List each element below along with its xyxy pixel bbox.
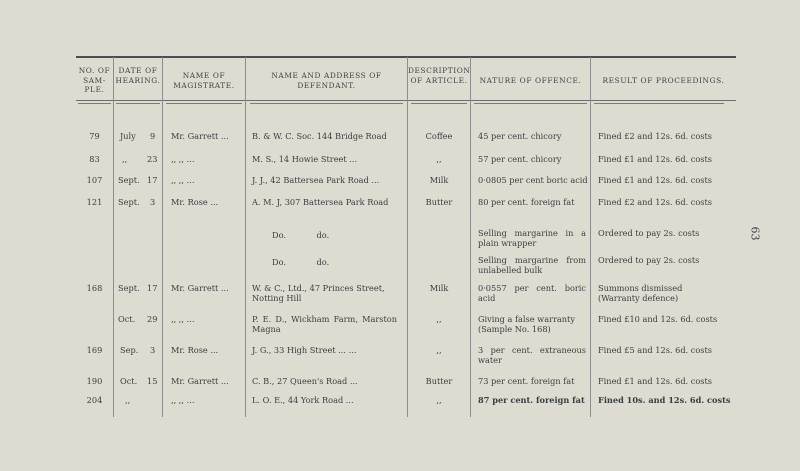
defendant: B. & W. C. Soc. 144 Bridge Road <box>252 131 387 141</box>
hearing-day: 15 <box>147 376 158 386</box>
hearing-month: ,, <box>125 395 131 405</box>
offence: 57 per cent. chicory <box>478 154 562 164</box>
sample-no: 121 <box>86 197 103 207</box>
header-underline <box>411 103 467 104</box>
header-underline <box>78 103 111 104</box>
defendant: P. E. D., Wickham Farm, Marston Magna <box>252 314 397 334</box>
result: Fined £1 and 12s. 6d. costs <box>598 376 712 386</box>
hearing-day: 23 <box>147 154 158 164</box>
hearing-month: Sep. <box>120 345 139 355</box>
defendant: C. B., 27 Queen's Road ... <box>252 376 358 386</box>
header-rule <box>76 100 736 101</box>
header-article: DESCRIPTION OF ARTICLE. <box>408 66 471 85</box>
result: Fined £10 and 12s. 6d. costs <box>598 314 718 324</box>
column-separator <box>407 57 408 417</box>
magistrate: Mr. Rose ... <box>171 345 219 355</box>
hearing-month: Sept. <box>118 283 140 293</box>
defendant: M. S., 14 Howie Street ... <box>252 154 358 164</box>
sample-no: 169 <box>86 345 103 355</box>
magistrate: ,, ,, ... <box>171 175 195 185</box>
result: Fined 10s. and 12s. 6d. costs <box>598 395 731 405</box>
article: Milk <box>429 283 449 293</box>
article: Butter <box>425 376 453 386</box>
magistrate: ,, ,, ... <box>171 154 195 164</box>
sample-no: 83 <box>89 154 100 164</box>
offence: Giving a false warranty (Sample No. 168) <box>478 314 575 334</box>
column-separator <box>113 57 114 417</box>
offence: Selling margarine from unlabelled bulk <box>478 255 586 275</box>
result: Summons dismissed (Warranty defence) <box>598 283 683 303</box>
result: Fined £2 and 12s. 6d. costs <box>598 131 712 141</box>
defendant: A. M. J, 307 Battersea Park Road <box>252 197 389 207</box>
hearing-day: 17 <box>147 175 158 185</box>
offence: 73 per cent. foreign fat <box>478 376 575 386</box>
hearing-day: 29 <box>147 314 158 324</box>
hearing-day: 17 <box>147 283 158 293</box>
magistrate: Mr. Rose ... <box>171 197 219 207</box>
magistrate: Mr. Garrett ... <box>171 283 229 293</box>
defendant: W. & C., Ltd., 47 Princes Street, Notting Hill <box>252 283 385 303</box>
offence: 0·0557 per cent. boric acid <box>478 283 586 303</box>
magistrate: ,, ,, ... <box>171 314 195 324</box>
defendant: L. O. E., 44 York Road ... <box>252 395 354 405</box>
article: Coffee <box>425 131 453 141</box>
defendant: Do. do. <box>272 230 330 240</box>
hearing-month: Oct. <box>120 376 138 386</box>
header-underline <box>166 103 242 104</box>
header-magistrate: NAME OF MAGISTRATE. <box>173 71 235 90</box>
offence: 87 per cent. foreign fat <box>478 395 585 405</box>
magistrate: Mr. Garrett ... <box>171 131 229 141</box>
top-rule <box>76 56 736 58</box>
result: Ordered to pay 2s. costs <box>598 255 700 265</box>
column-separator <box>245 57 246 417</box>
header-sample-no: NO. OF SAM-PLE. <box>78 66 111 94</box>
hearing-day: 3 <box>150 345 156 355</box>
hearing-month: July <box>120 131 136 141</box>
hearing-month: Sept. <box>118 197 140 207</box>
magistrate: ,, ,, ... <box>171 395 195 405</box>
offence: Selling margarine in a plain wrapper <box>478 228 586 248</box>
sample-no: 107 <box>86 175 103 185</box>
defendant: Do. do. <box>272 257 330 267</box>
magistrate: Mr. Garrett ... <box>171 376 229 386</box>
result: Fined £1 and 12s. 6d. costs <box>598 154 712 164</box>
article: Butter <box>425 197 453 207</box>
hearing-month: Sept. <box>118 175 140 185</box>
header-offence: NATURE OF OFFENCE. <box>479 76 582 85</box>
hearing-day: 9 <box>150 131 156 141</box>
defendant: J. G., 33 High Street ... ... <box>252 345 357 355</box>
article: ,, <box>436 395 442 405</box>
sample-no: 204 <box>86 395 103 405</box>
sample-no: 168 <box>86 283 103 293</box>
offence: 80 per cent. foreign fat <box>478 197 575 207</box>
hearing-month: Oct. <box>118 314 136 324</box>
column-separator <box>470 57 471 417</box>
defendant: J. J., 42 Battersea Park Road ... <box>252 175 380 185</box>
article: ,, <box>436 314 442 324</box>
header-defendant: NAME AND ADDRESS OF DEFENDANT. <box>271 71 382 90</box>
offence: 0·0805 per cent boric acid <box>478 175 588 185</box>
sample-no: 190 <box>86 376 103 386</box>
article: Milk <box>429 175 449 185</box>
hearing-day: 3 <box>150 197 156 207</box>
header-underline <box>474 103 587 104</box>
offence: 45 per cent. chicory <box>478 131 562 141</box>
result: Ordered to pay 2s. costs <box>598 228 700 238</box>
article: ,, <box>436 154 442 164</box>
header-underline <box>116 103 160 104</box>
result: Fined £1 and 12s. 6d. costs <box>598 175 712 185</box>
column-separator <box>162 57 163 417</box>
header-underline <box>594 103 724 104</box>
article: ,, <box>436 345 442 355</box>
hearing-month: ,, <box>122 154 128 164</box>
result: Fined £5 and 12s. 6d. costs <box>598 345 712 355</box>
sample-no: 79 <box>89 131 100 141</box>
header-underline <box>250 103 403 104</box>
result: Fined £2 and 12s. 6d. costs <box>598 197 712 207</box>
header-date: DATE OF HEARING. <box>115 66 161 85</box>
header-result: RESULT OF PROCEEDINGS. <box>602 76 725 85</box>
column-separator <box>590 57 591 417</box>
page-number: 63 <box>748 226 762 241</box>
offence: 3 per cent. extraneous water <box>478 345 586 365</box>
